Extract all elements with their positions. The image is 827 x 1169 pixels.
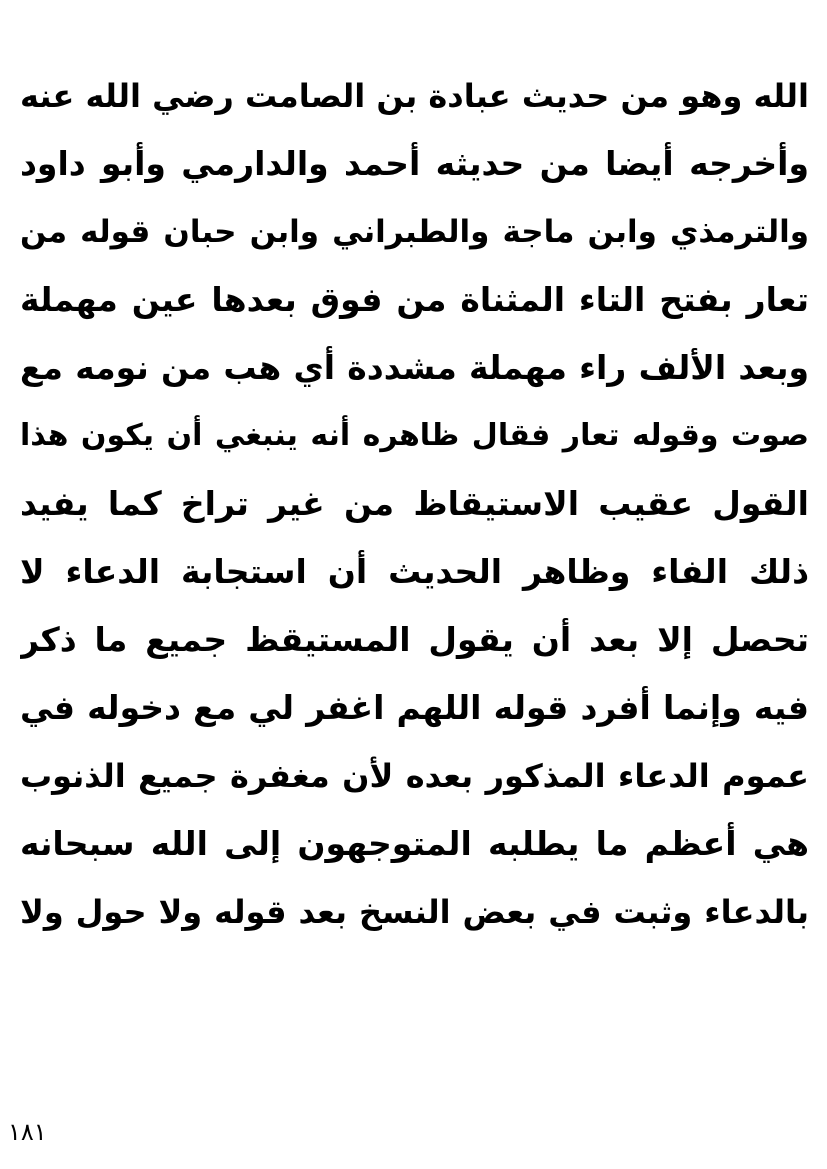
text-line-4: تعار بفتح التاء المثناة من فوق بعدها عين مهملة [20, 280, 809, 319]
text-line-12: هي أعظم ما يطلبه المتوجهون إلى الله سبحانه [20, 824, 809, 863]
text-line-10: فيه وإنما أفرد قوله اللهم اغفر لي مع دخوله في [20, 688, 809, 727]
text-line-11: عموم الدعاء المذكور بعده لأن مغفرة جميع الذنوب [20, 757, 809, 795]
text-line-7: القول عقيب الاستيقاظ من غير تراخ كما يفيد [20, 484, 809, 523]
page-number: ١٨١ [8, 1118, 47, 1146]
text-line-9: تحصل إلا بعد أن يقول المستيقظ جميع ما ذكر [20, 620, 809, 659]
text-line-8: ذلك الفاء وظاهر الحديث أن استجابة الدعاء لا [20, 552, 809, 591]
text-line-2: وأخرجه أيضا من حديثه أحمد والدارمي وأبو داود [20, 144, 809, 183]
text-line-3: والترمذي وابن ماجة والطبراني وابن حبان قوله من [20, 214, 809, 250]
text-line-13: بالدعاء وثبت في بعض النسخ بعد قوله ولا حول ولا [20, 893, 809, 931]
text-line-6: صوت وقوله تعار فقال ظاهره أنه ينبغي أن يكون هذا [20, 418, 809, 453]
body-text [20, 62, 809, 946]
text-line-5: وبعد الألف راء مهملة مشددة أي هب من نومه مع [20, 348, 809, 387]
text-line-1: الله وهو من حديث عبادة بن الصامت رضي الله عنه [20, 77, 809, 115]
